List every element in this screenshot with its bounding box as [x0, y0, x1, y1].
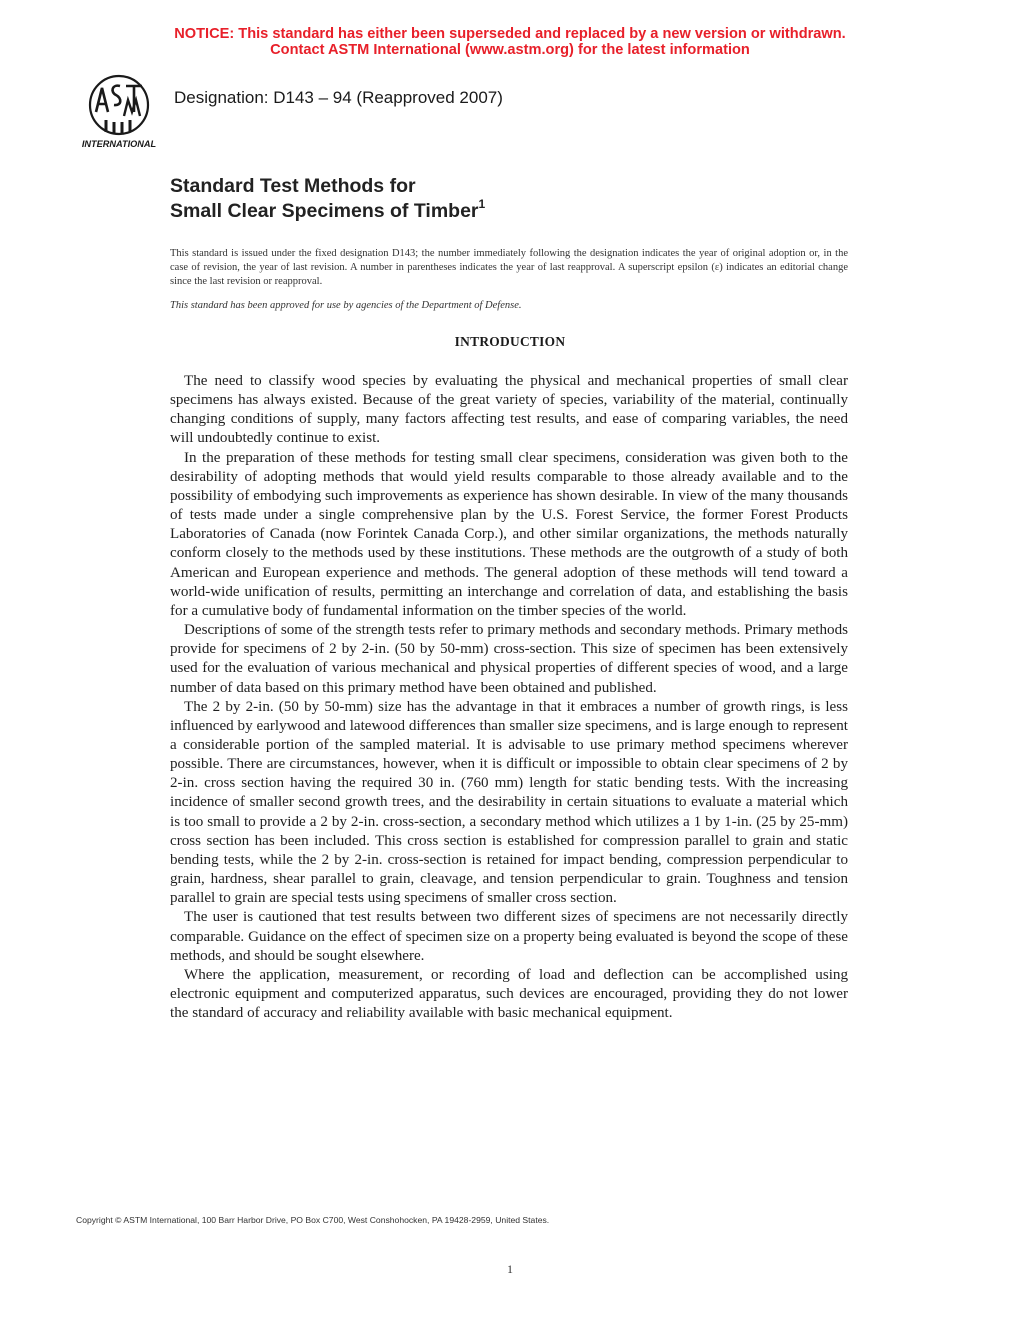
- approved-note: This standard has been approved for use by agencies of the Department of Defense.: [170, 300, 522, 311]
- document-title: [170, 174, 485, 224]
- astm-logo: [76, 72, 162, 150]
- title-line-2-text: Small Clear Specimens of Timber: [170, 200, 479, 222]
- paragraph: Descriptions of some of the strength tests refer to primary methods and secondary methods. Primary methods provide for specimens of 2 by 2-in. (50 by 50-mm) cross-section. This size of specimen has been extensively used for the evaluation of various mechanical and physical properties of different species of wood, and a large number of data based on this primary method have been obtained and published.: [170, 622, 848, 696]
- copyright-footer: Copyright © ASTM International, 100 Barr Harbor Drive, PO Box C700, West Conshohocken, PA 19428-2959, United States.: [76, 1215, 550, 1225]
- designation: Designation: D143 – 94 (Reapproved 2007): [174, 88, 503, 107]
- notice-line-2: Contact ASTM International (www.astm.org) for the latest information: [270, 42, 750, 58]
- astm-logo-icon: [76, 72, 162, 150]
- logo-caption: INTERNATIONAL: [81, 139, 157, 149]
- introduction-heading: INTRODUCTION: [454, 334, 566, 349]
- title-footnote-mark: 1: [478, 197, 486, 211]
- supersession-notice: [0, 26, 1020, 58]
- paragraph: The need to classify wood species by evaluating the physical and mechanical properties of small clear specimens has always existed. Because of the great variety of species, variability of the material, continually changing conditions of supply, many factors affecting test results, and ease of comparing variables, the need will undoubtedly continue to exist.: [170, 373, 848, 447]
- introduction-body: [170, 372, 848, 1023]
- paragraph: Where the application, measurement, or recording of load and deflection can be accomplished using electronic equipment and computerized apparatus, such devices are encouraged, providing they do not lower the standard of accuracy and reliability available with basic mechanical equipment.: [170, 966, 848, 1022]
- issued-note: This standard is issued under the fixed designation D143; the number immediately following the designation indicates the year of original adoption or, in the case of revision, the year of last revision. A number in parentheses indicates the year of last reapproval. A superscript epsilon (ε) indicates an editorial change since the last revision or reapproval.: [170, 248, 848, 288]
- paragraph: The 2 by 2-in. (50 by 50-mm) size has the advantage in that it embraces a number of growth rings, is less influenced by earlywood and latewood differences than smaller size specimens, and is large enough to represent a considerable portion of the sampled material. It is advisable to use primary method specimens wherever possible. There are circumstances, however, when it is difficult or impossible to obtain clear specimens of 2 by 2-in. cross section having the required 30 in. (760 mm) length for static bending tests. With the increasing incidence of smaller second growth trees, and the desirability in certain situations to evaluate a material which is too small to provide a 2 by 2-in. cross-section, a secondary method which utilizes a 1 by 1-in. (25 by 25-mm) cross section has been included. This cross section is established for compression parallel to grain and static bending tests, while the 2 by 2-in. cross-section is retained for impact bending, compression perpendicular to grain, hardness, shear parallel to grain, cleavage, and tension perpendicular to grain. Toughness and tension parallel to grain are special tests using specimens of smaller cross section.: [170, 698, 848, 907]
- paragraph: The user is cautioned that test results between two different sizes of specimens are not necessarily directly comparable. Guidance on the effect of specimen size on a property being evaluated is beyond the scope of these methods, and should be sought elsewhere.: [170, 909, 848, 964]
- paragraph: In the preparation of these methods for testing small clear specimens, consideration was given both to the desirability of adopting methods that would yield results comparable to those already available and to the possibility of embodying such improvements as experience has shown desirable. In view of the many thousands of tests made under a single comprehensive plan by the U.S. Forest Service, the former Forest Products Laboratories of Canada (now Forintek Canada Corp.), and other similar organizations, the methods naturally conform closely to the methods used by these institutions. These methods are the outgrowth of a study of both American and European experience and methods. The general adoption of these methods will tend toward a world-wide unification of results, permitting an interchange and correlation of data, and establishing the basis for a cumulative body of fundamental information on the timber species of the world.: [170, 449, 848, 619]
- title-line-1: Standard Test Methods for: [170, 175, 416, 197]
- title-line-2: [170, 199, 485, 224]
- notice-line-1: NOTICE: This standard has either been superseded and replaced by a new version or withdrawn.: [174, 26, 846, 42]
- page-number: 1: [507, 1262, 513, 1276]
